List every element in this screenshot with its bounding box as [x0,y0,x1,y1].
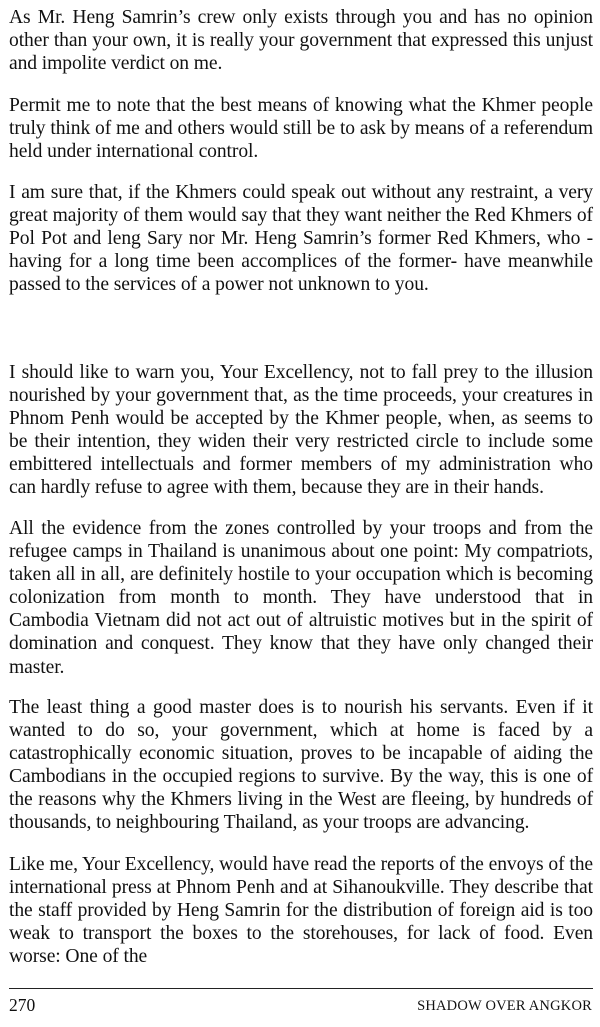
paragraph-7: Like me, Your Excellency, would have read the reports of the envoys of the international press at Phnom Penh and at Sihanoukville. They describe that the staff provided by Heng Samrin for the distribution of foreign aid is too weak to transport the boxes to the storehouses, for lack of food. Even worse: One of the [9,854,593,968]
paragraph-3: I am sure that, if the Khmers could speak out without any restraint, a very great majority of them would say that they want neither the Red Khmers of Pol Pot and leng Sary nor Mr. Heng Samrin’s former Red Khmers, who -having for a long time been accomplices of the former- have meanwhile passed to the services of a power not unknown to you. [9,182,593,296]
paragraph-5: All the evidence from the zones controlled by your troops and from the refugee camps in Thailand is unanimous about one point: My compatriots, taken all in all, are definitely hostile to your occupation which is becoming colonization from month to month. They have understood that in Cambodia Vietnam did not act out of altruistic motives but in the spirit of domination and conquest. They know that they have only changed their master. [9,518,593,678]
running-title: SHADOW OVER ANGKOR [417,998,592,1014]
paragraph-6: The least thing a good master does is to nourish his servants. Even if it wanted to do so, your government, which at home is faced by a catastrophically economic situation, proves to be incapable of aiding the Cambodians in the occupied regions to survive. By the way, this is one of the reasons why the Khmers living in the West are fleeing, by hundreds of thousands, to neighbouring Thailand, as your troops are advancing. [9,697,593,834]
paragraph-1: As Mr. Heng Samrin’s crew only exists through you and has no opinion other than your own, it is really your government that expressed this unjust and impolite verdict on me. [9,7,593,75]
paragraph-2: Permit me to note that the best means of knowing what the Khmer people truly think of me and others would still be to ask by means of a referendum held under international control. [9,95,593,163]
footer-divider [9,988,593,989]
page-number: 270 [9,995,36,1015]
paragraph-4: I should like to warn you, Your Excellency, not to fall prey to the illusion nourished by your government that, as the time proceeds, your creatures in Phnom Penh would be accepted by the Khmer people, when, as seems to be their intention, they widen their very restricted circle to include some embittered intellectuals and former members of my administration who can hardly refuse to agree with them, because they are in their hands. [9,362,593,499]
